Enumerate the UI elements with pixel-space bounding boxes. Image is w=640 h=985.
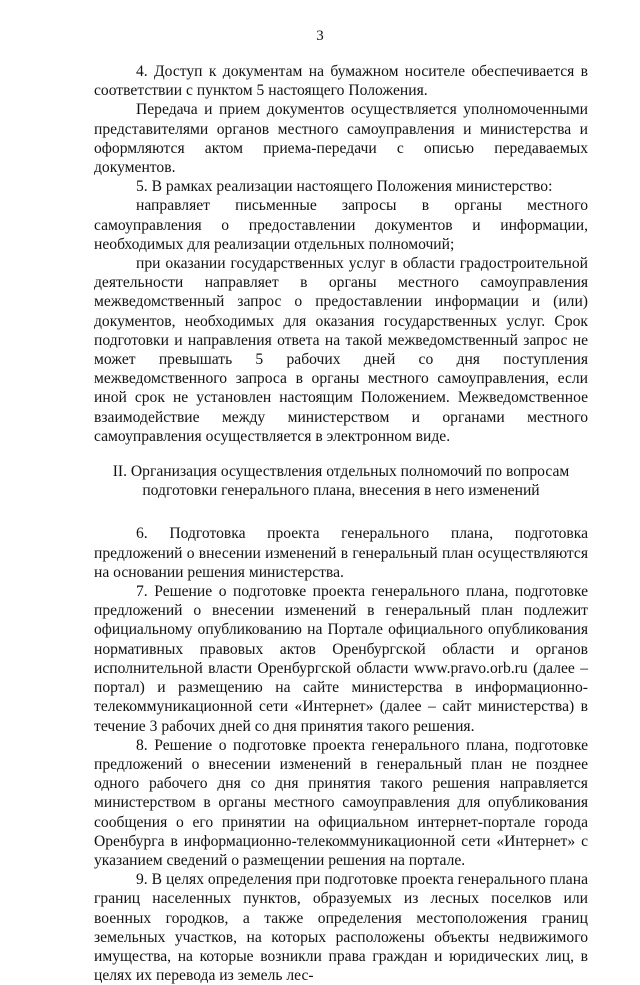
- section-heading-line-2: подготовки генерального плана, внесения в него изменений: [142, 482, 540, 500]
- paragraph-7: 7. Решение о подготовке проекта генерального плана, подготовке предложений о внесении изменений в генеральный план подлежит официальному опубликованию на Портале официального опубликования нормативных правовых актов Оренбургской области и органов исполнительной власти Оренбургской области www.pravo.orb.ru (далее – портал) и размещению на сайте министерства в информационно-телекоммуникационной сети «Интернет» (далее – сайт министерства) в течение 3 рабочих дней со дня принятия такого решения.: [94, 583, 588, 735]
- section-heading-line-1: II. Организация осуществления отдельных полномочий по вопросам: [112, 463, 570, 481]
- page-number: 3: [316, 28, 324, 44]
- paragraph-5-requests: направляет письменные запросы в органы местного самоуправления о предоставлении документов и информации, необходимых для реализации отдельных полномочий;: [94, 197, 588, 253]
- paragraph-6: 6. Подготовка проекта генерального плана, подготовка предложений о внесении изменений в генеральный план осуществляются на основании решения министерства.: [94, 525, 588, 581]
- paragraph-transfer: Передача и прием документов осуществляется уполномоченными представителями органов местного самоуправления и министерства и оформляются актом приема-передачи с описью передаваемых документов.: [94, 101, 588, 177]
- document-body: [94, 62, 588, 985]
- paragraph-8: 8. Решение о подготовке проекта генерального плана, подготовке предложений о внесении изменений в генеральный план не позднее одного рабочего дня со дня принятия такого решения направляется министерством в органы местного самоуправления для опубликования сообщения о его принятии на официальном интернет-портале города Оренбурга в информационно-телекоммуникационной сети «Интернет» с указанием сведений о размещении решения на портале.: [94, 736, 588, 869]
- section-heading: [94, 462, 588, 500]
- paragraph-5: 5. В рамках реализации настоящего Положения министерство:: [136, 178, 553, 196]
- paragraph-4: 4. Доступ к документам на бумажном носителе обеспечивается в соответствии с пунктом 5 настоящего Положения.: [94, 63, 588, 100]
- paragraph-5-services: при оказании государственных услуг в области градостроительной деятельности направляет в органы местного самоуправления межведомственный запрос о предоставлении информации и (или) документов, необходимых для оказания государственных услуг. Срок подготовки и направления ответа на такой межведомственный запрос не может превышать 5 рабочих дней со дня поступления межведомственного запроса в органы местного самоуправления, если иной срок не установлен настоящим Положением. Межведомственное взаимодействие между министерством и органами местного самоуправления осуществляется в электронном виде.: [94, 255, 588, 445]
- paragraph-9: 9. В целях определения при подготовке проекта генерального плана границ населенных пунктов, образуемых из лесных поселков или военных городков, а также определения местоположения границ земельных участков, на которых расположены объекты недвижимого имущества, на которые возникли права граждан и юридических лиц, в целях их перевода из земель лес-: [94, 871, 588, 985]
